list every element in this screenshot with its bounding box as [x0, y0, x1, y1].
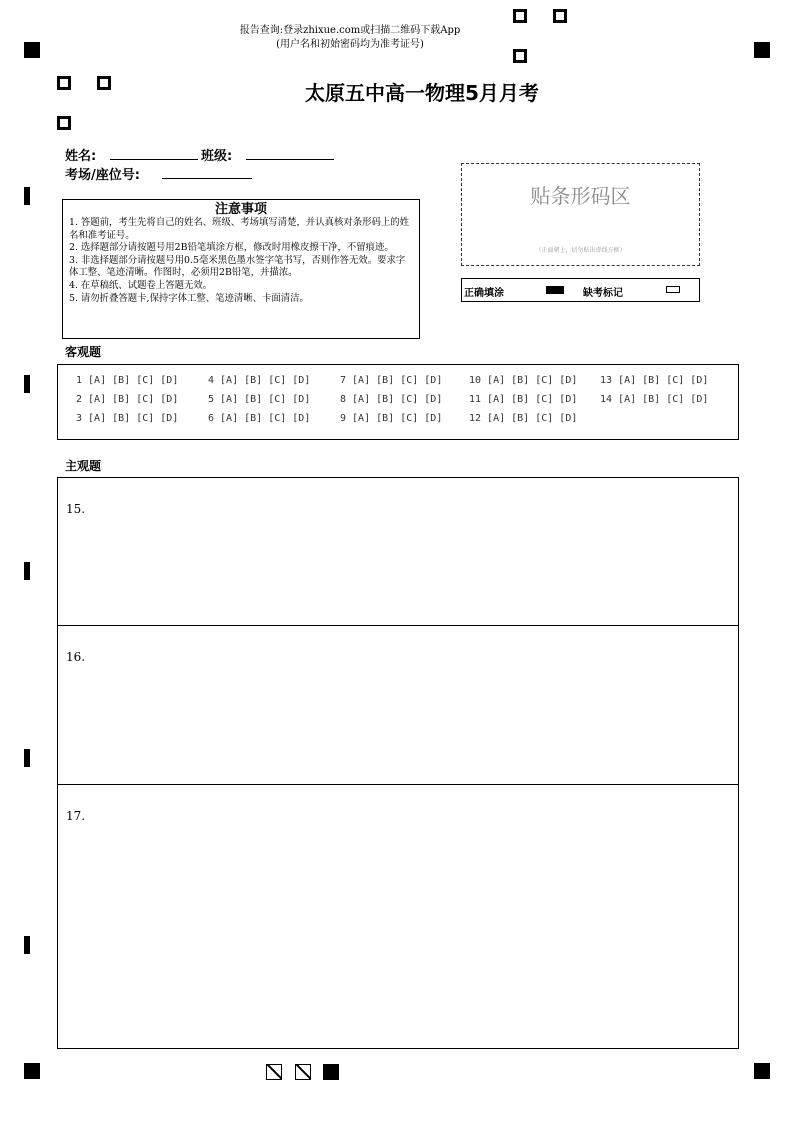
answer-area-16[interactable] [57, 625, 739, 785]
barcode-area-title: 贴条形码区 [530, 184, 631, 208]
choice-question-2[interactable]: 2 [A] [B] [C] [D] [76, 394, 179, 405]
answer-area-17[interactable] [57, 784, 739, 1049]
fill-legend [461, 278, 700, 302]
choice-question-8[interactable]: 8 [A] [B] [C] [D] [340, 394, 443, 405]
choice-question-9[interactable]: 9 [A] [B] [C] [D] [340, 413, 443, 424]
barcode-area[interactable] [461, 163, 700, 266]
absent-mark-label: 缺考标记 [583, 288, 623, 299]
choice-question-10[interactable]: 10 [A] [B] [C] [D] [469, 375, 578, 386]
seat-label: 考场/座位号: [65, 168, 140, 183]
choice-question-3[interactable]: 3 [A] [B] [C] [D] [76, 413, 179, 424]
choice-question-12[interactable]: 12 [A] [B] [C] [D] [469, 413, 578, 424]
notice-item: 3. 非选择题部分请按题号用0.5毫米黑色墨水签字笔书写，否则作答无效。要求字体工整、笔迹清晰。作图时，必须用2B铅笔，并描浓。 [69, 254, 406, 279]
timing-bar [24, 562, 30, 580]
notice-item: 2. 选择题部分请按题号用2B铅笔填涂方框，修改时用橡皮擦干净，不留痕迹。 [69, 242, 394, 254]
notice-item: 4. 在草稿纸、试题卷上答题无效。 [69, 279, 213, 291]
notice-item: 1. 答题前，考生先将自己的姓名、班级、考场填写清楚，并认真核对条形码上的姓名和准考证号。 [69, 217, 410, 241]
class-label: 班级: [201, 149, 233, 164]
page-mark-crossed [266, 1064, 282, 1080]
registration-mark-top-right [754, 42, 770, 58]
barcode-area-subtitle: （正面朝上，切勿贴出虚线方框） [535, 247, 626, 254]
objective-section-label: 客观题 [65, 345, 102, 359]
app-download-qr-code [513, 9, 567, 63]
choice-question-13[interactable]: 13 [A] [B] [C] [D] [600, 375, 709, 386]
report-query-note [200, 24, 500, 52]
choice-question-11[interactable]: 11 [A] [B] [C] [D] [469, 394, 578, 405]
class-field[interactable] [246, 159, 334, 160]
name-label: 姓名: [65, 149, 97, 164]
report-query-line2: (用户名和初始密码均为准考证号) [276, 39, 424, 50]
timing-bar [24, 375, 30, 393]
choice-question-5[interactable]: 5 [A] [B] [C] [D] [208, 394, 311, 405]
choice-question-14[interactable]: 14 [A] [B] [C] [D] [600, 394, 709, 405]
timing-bar [24, 749, 30, 767]
report-query-line1: 报告查询:登录zhixue.com或扫描二维码下载App [239, 25, 461, 36]
registration-mark-bottom-left [24, 1063, 40, 1079]
answer-number-15: 15. [66, 502, 86, 516]
answer-number-16: 16. [66, 650, 86, 664]
timing-bar [24, 936, 30, 954]
subjective-section-label: 主观题 [65, 459, 102, 473]
correct-fill-label: 正确填涂 [464, 288, 504, 299]
absent-mark-checkbox[interactable] [666, 286, 680, 293]
correct-fill-sample [546, 286, 564, 294]
answer-number-17: 17. [66, 809, 86, 823]
notice-item: 5. 请勿折叠答题卡,保持字体工整、笔迹清晰、卡面清洁。 [69, 292, 309, 304]
student-qr-code [57, 76, 111, 130]
registration-mark-top-left [24, 42, 40, 58]
page-mark-crossed [295, 1064, 311, 1080]
choice-question-1[interactable]: 1 [A] [B] [C] [D] [76, 375, 179, 386]
notice-box [62, 199, 420, 339]
notice-title: 注意事项 [214, 202, 267, 217]
timing-bar [24, 187, 30, 205]
page-mark-filled [323, 1064, 339, 1080]
choice-question-7[interactable]: 7 [A] [B] [C] [D] [340, 375, 443, 386]
choice-question-4[interactable]: 4 [A] [B] [C] [D] [208, 375, 311, 386]
seat-field[interactable] [162, 178, 252, 179]
name-field[interactable] [110, 159, 198, 160]
answer-area-15[interactable] [57, 477, 739, 626]
exam-title: 太原五中高一物理5月月考 [305, 81, 539, 105]
registration-mark-bottom-right [754, 1063, 770, 1079]
choice-question-6[interactable]: 6 [A] [B] [C] [D] [208, 413, 311, 424]
objective-answer-grid [57, 364, 739, 440]
